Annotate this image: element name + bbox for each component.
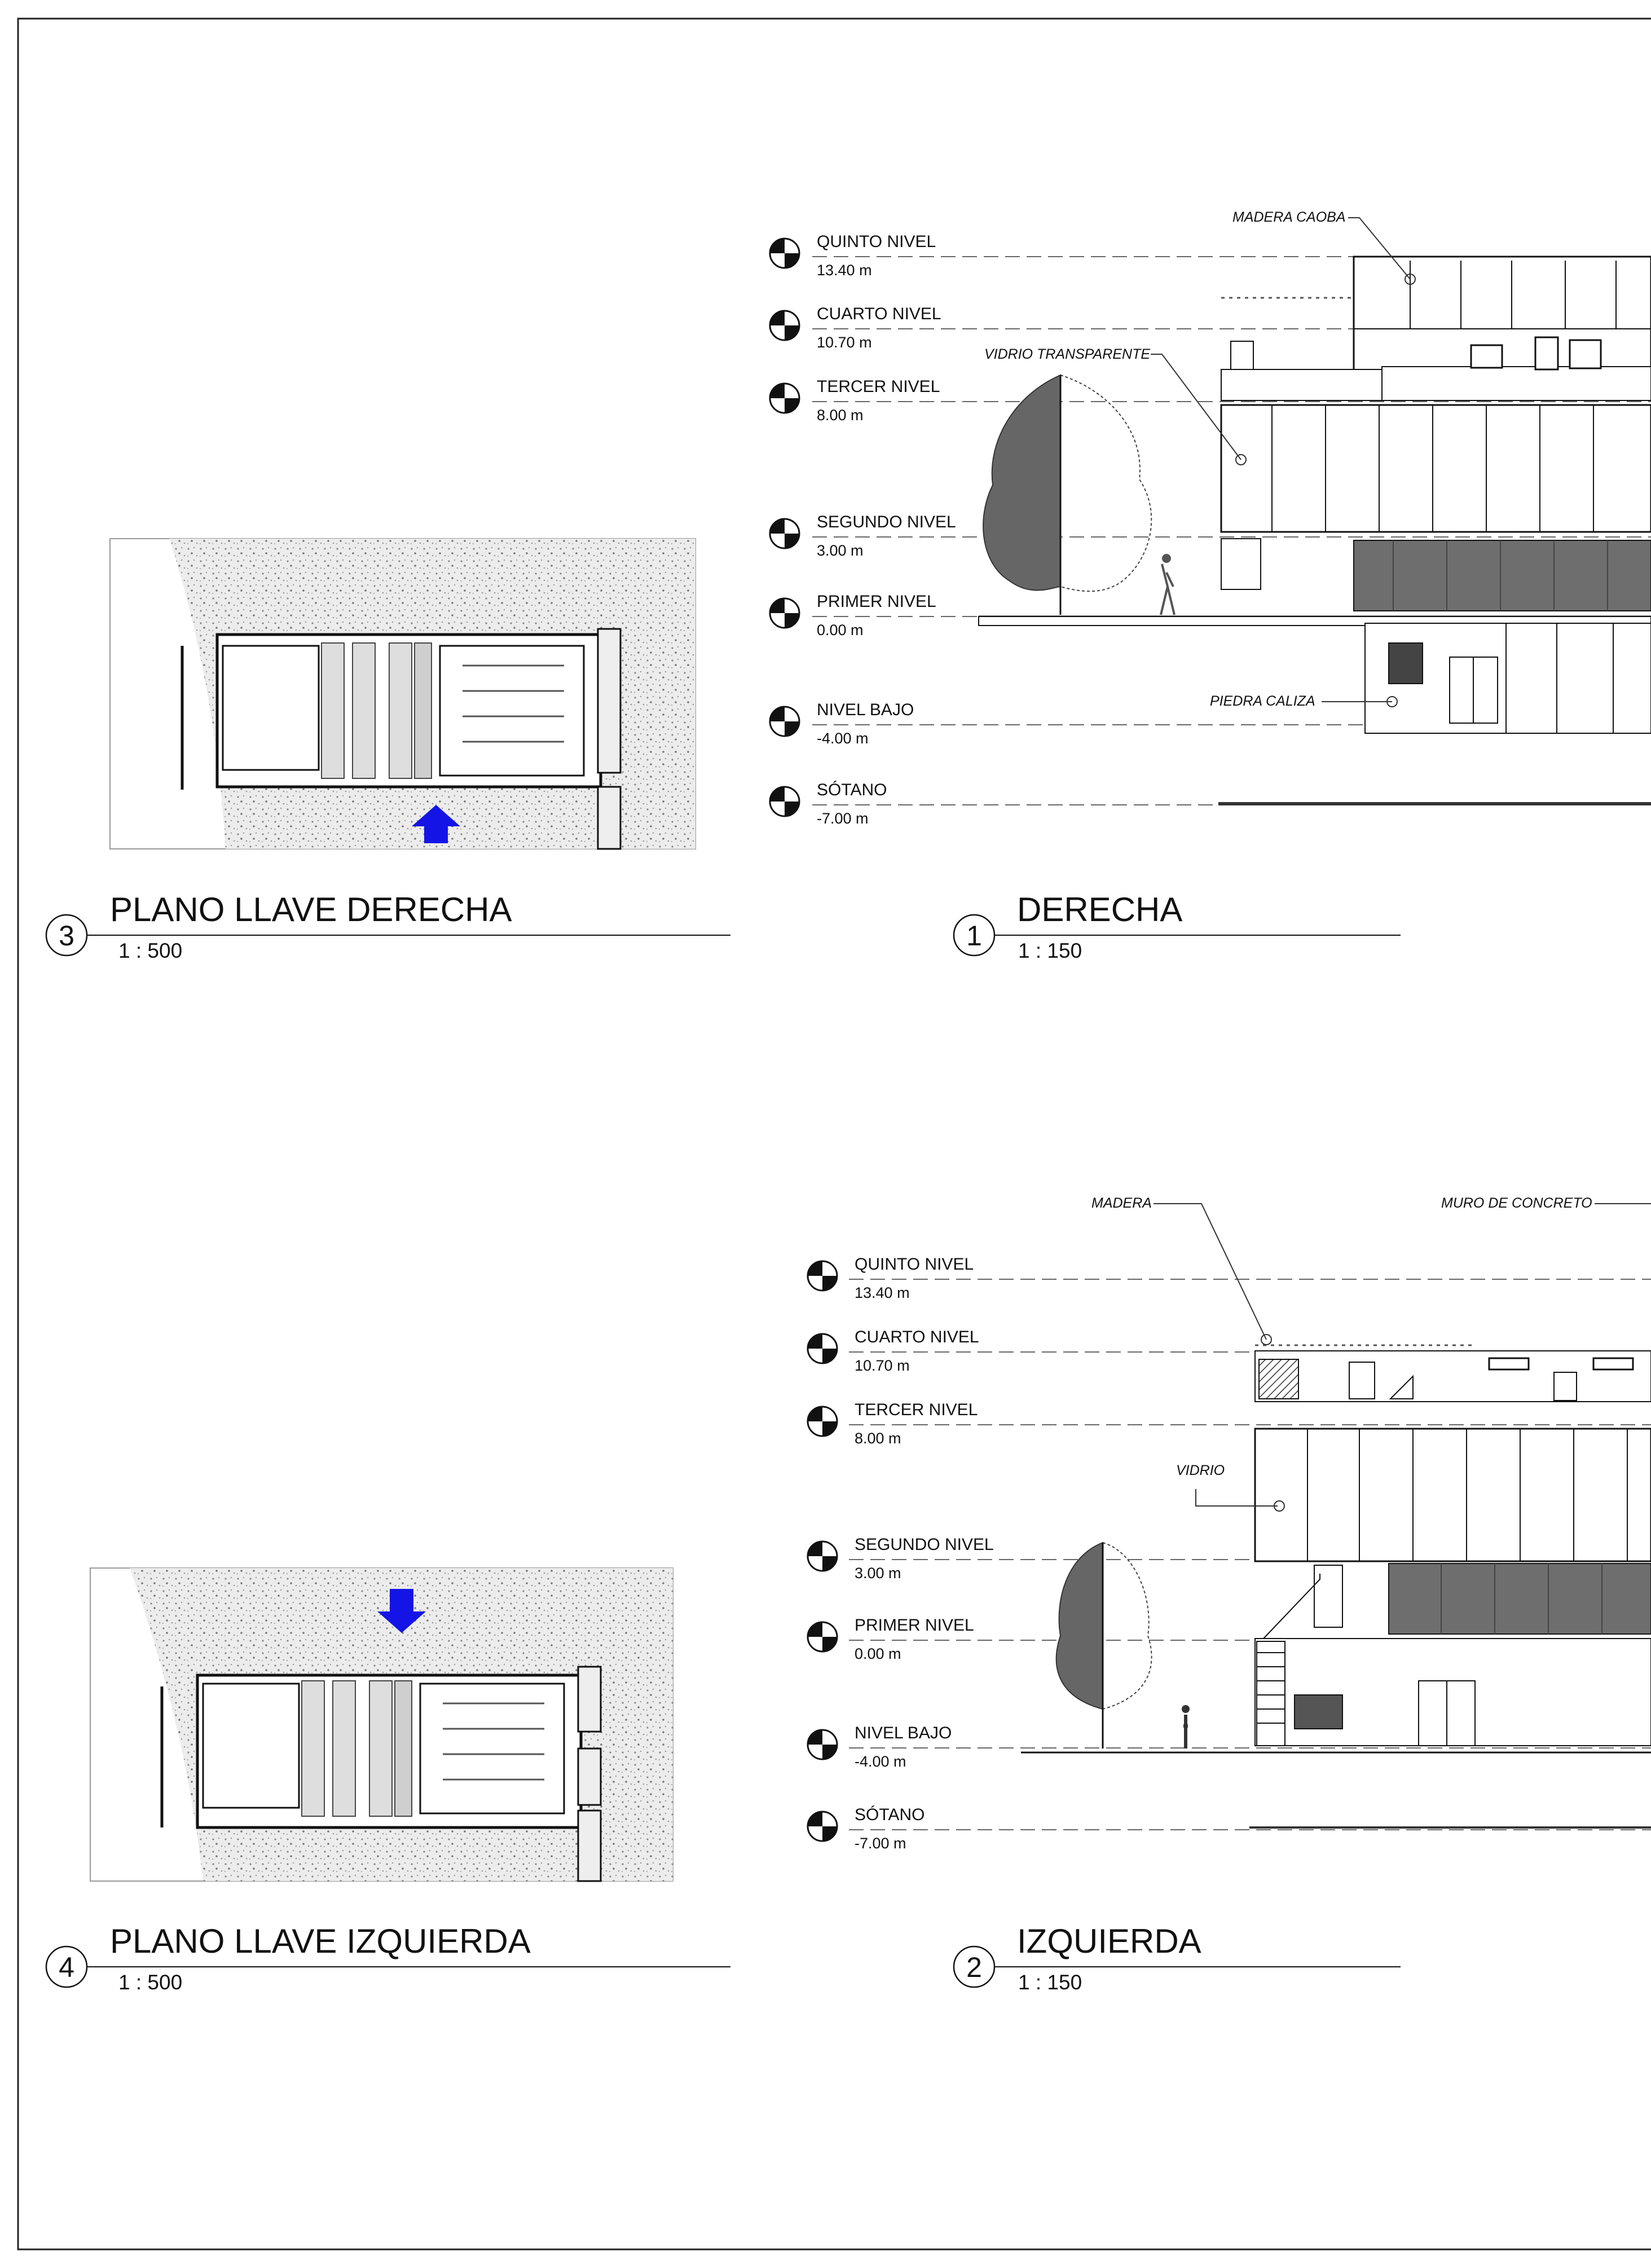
callout-label: VIDRIO — [1176, 1463, 1225, 1478]
callout-label: VIDRIO TRANSPARENTE — [984, 346, 1151, 362]
level-elevation: 0.00 m — [855, 1645, 901, 1662]
level-name: CUARTO NIVEL — [817, 305, 941, 323]
level-name: NIVEL BAJO — [855, 1724, 952, 1742]
key-plan-left — [90, 1568, 673, 1881]
view-number: 4 — [59, 1952, 74, 1983]
view-title: PLANO LLAVE DERECHA — [110, 891, 512, 928]
level-elevation: 13.40 m — [817, 262, 872, 279]
view-title-block-4 — [46, 1922, 730, 1994]
level-name: TERCER NIVEL — [855, 1401, 978, 1419]
level-elevation: -7.00 m — [817, 810, 869, 827]
view-title: DERECHA — [1017, 891, 1183, 928]
level-elevation: -7.00 m — [855, 1835, 906, 1852]
view-number: 3 — [59, 920, 74, 952]
view-number: 2 — [966, 1952, 982, 1983]
level-elevation: 0.00 m — [817, 622, 864, 638]
level-name: PRIMER NIVEL — [817, 592, 936, 611]
view-scale: 1 : 500 — [118, 1971, 183, 1994]
callout-label: MURO DE CONCRETO — [1441, 1195, 1592, 1211]
level-elevation: -4.00 m — [817, 730, 869, 747]
level-name: SEGUNDO NIVEL — [817, 513, 956, 531]
view-title: IZQUIERDA — [1017, 1922, 1201, 1960]
level-elevation: 3.00 m — [855, 1565, 901, 1582]
view-title-block-3 — [46, 891, 730, 962]
level-elevation: 10.70 m — [855, 1357, 910, 1374]
elevation-left — [808, 1195, 1651, 1852]
level-marker-icon — [770, 239, 799, 816]
tree-icon — [983, 375, 1151, 615]
elevation-right — [770, 209, 1651, 827]
view-title: PLANO LLAVE IZQUIERDA — [110, 1922, 531, 1960]
callout-label: MADERA — [1091, 1195, 1152, 1211]
tree-icon — [1056, 1543, 1152, 1749]
level-name: SEGUNDO NIVEL — [855, 1535, 994, 1554]
level-marker-icon — [808, 1261, 837, 1841]
callout-label: MADERA CAOBA — [1232, 209, 1346, 225]
view-scale: 1 : 150 — [1018, 939, 1082, 962]
level-name: TERCER NIVEL — [817, 377, 940, 396]
view-scale: 1 : 150 — [1018, 1971, 1082, 1994]
level-name: NIVEL BAJO — [817, 701, 914, 719]
callout-label: PIEDRA CALIZA — [1210, 693, 1315, 709]
view-number: 1 — [966, 920, 982, 952]
level-name: CUARTO NIVEL — [855, 1328, 979, 1346]
key-plan-right — [110, 539, 695, 849]
level-name: SÓTANO — [817, 781, 887, 799]
level-name: PRIMER NIVEL — [855, 1616, 974, 1635]
level-elevation: -4.00 m — [855, 1753, 906, 1770]
level-name: SÓTANO — [855, 1805, 925, 1824]
level-elevation: 13.40 m — [855, 1284, 910, 1301]
view-scale: 1 : 500 — [118, 939, 183, 962]
view-title-block-1 — [954, 891, 1401, 962]
level-elevation: 10.70 m — [817, 334, 872, 351]
level-name: QUINTO NIVEL — [855, 1255, 974, 1274]
level-elevation: 8.00 m — [817, 407, 864, 424]
level-name: QUINTO NIVEL — [817, 232, 936, 251]
level-elevation: 8.00 m — [855, 1430, 901, 1447]
level-elevation: 3.00 m — [817, 542, 864, 559]
view-title-block-2 — [954, 1922, 1401, 1994]
